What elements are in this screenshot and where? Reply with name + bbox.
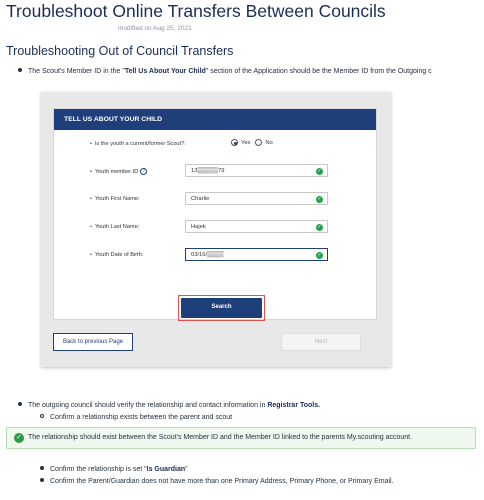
back-button[interactable]: Back to previous Page xyxy=(53,333,133,351)
last-name-input[interactable]: Hajek ✓ xyxy=(185,220,328,233)
radio-no[interactable] xyxy=(255,139,262,146)
guardian-text-post: " xyxy=(185,466,188,473)
current-scout-label: • Is the youth a current/former Scout?: xyxy=(90,141,186,147)
bullet-icon xyxy=(18,402,22,406)
member-id-label: • Youth member ID ? xyxy=(90,168,147,175)
intro-text-bold: Tell Us About Your Child xyxy=(124,68,206,75)
guardian-text-pre: Confirm the relationship is set " xyxy=(50,466,147,473)
section-heading: Troubleshooting Out of Council Transfers xyxy=(6,44,234,58)
application-screenshot xyxy=(41,92,391,367)
confirm-exists-bullet xyxy=(40,414,232,421)
verify-text: The outgoing council should verify the relationship and contact information in xyxy=(28,402,268,409)
intro-bullet xyxy=(18,68,432,75)
search-highlight xyxy=(178,295,265,321)
last-name-label: • Youth Last Name: xyxy=(90,224,140,230)
confirm-exists-text: Confirm a relationship exists between the parent and scout xyxy=(50,414,233,421)
search-button[interactable]: Search xyxy=(181,298,262,318)
success-callout xyxy=(6,427,476,449)
first-name-input[interactable]: Charlie ✓ xyxy=(185,192,328,205)
verify-bullet xyxy=(18,402,320,409)
page-title: Troubleshoot Online Transfers Between Councils xyxy=(6,1,386,21)
radio-yes-label: Yes xyxy=(241,140,251,147)
guardian-text-bold: Is Guardian xyxy=(146,466,186,473)
intro-text-pre: The Scout's Member ID in the " xyxy=(28,68,125,75)
member-id-input[interactable]: 13▒▒▒▒▒79 ✓ xyxy=(185,164,328,177)
dob-input[interactable]: 03/16/▒▒▒▒ ✓ xyxy=(185,248,328,261)
check-icon: ✓ xyxy=(317,223,322,230)
check-icon: ✓ xyxy=(317,195,322,202)
bullet-icon xyxy=(40,478,44,482)
next-button[interactable]: Next xyxy=(281,333,361,351)
bullet-icon xyxy=(40,414,44,418)
form-header: TELL US ABOUT YOUR CHILD xyxy=(54,109,376,130)
modified-date: modified on Aug 25, 2021 xyxy=(118,25,192,32)
radio-yes[interactable] xyxy=(231,139,238,146)
first-name-label: • Youth First Name: xyxy=(90,196,140,202)
bullet-icon xyxy=(18,68,22,72)
child-info-form xyxy=(53,108,377,320)
guardian-bullet xyxy=(40,466,188,473)
radio-no-label: No xyxy=(265,140,273,147)
registrar-tools-text: Registrar Tools. xyxy=(267,402,321,409)
help-icon[interactable]: ? xyxy=(140,168,147,175)
bullet-icon xyxy=(40,466,44,470)
check-icon: ✓ xyxy=(317,251,322,258)
primary-text: Confirm the Parent/Guardian does not have more than one Primary Address, Primary Phone, or Primary Email. xyxy=(50,478,394,485)
intro-text-post: " section of the Application should be the Member ID from the Outgoing c xyxy=(205,68,432,75)
callout-text: The relationship should exist between the Scout's Member ID and the Member ID linked to the parents My.scouting account. xyxy=(28,434,413,441)
dob-label: • Youth Date of Birth: xyxy=(90,252,144,258)
check-icon: ✓ xyxy=(317,167,322,174)
primary-bullet xyxy=(40,478,394,485)
check-circle-icon: ✓ xyxy=(14,433,24,443)
current-scout-radios xyxy=(231,139,273,146)
